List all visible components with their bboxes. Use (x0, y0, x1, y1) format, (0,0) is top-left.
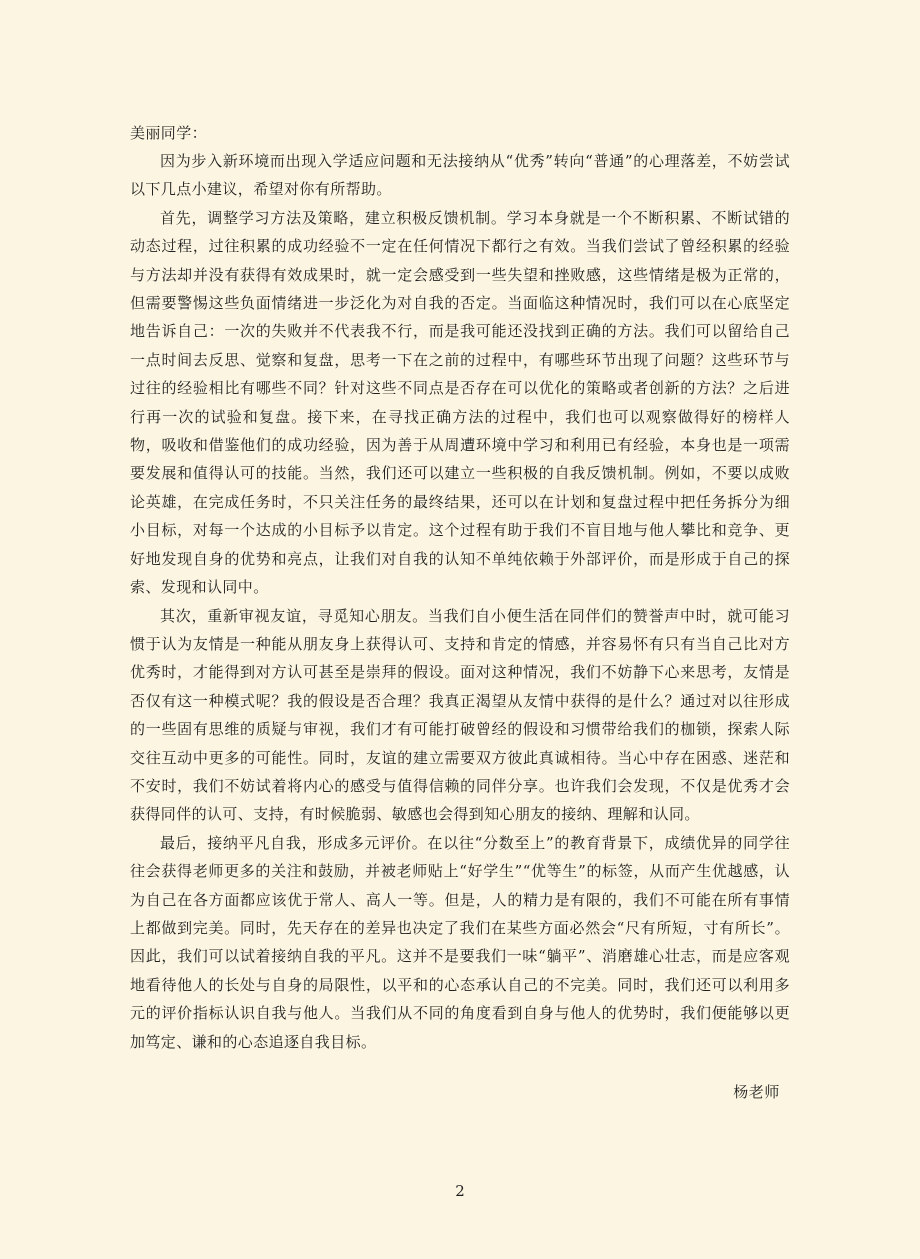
paragraph-intro: 因为步入新环境而出现入学适应问题和无法接纳从“优秀”转向“普通”的心理落差，不妨尝试以下几点小建议，希望对你有所帮助。 (130, 152, 790, 199)
page-number: 2 (455, 1182, 465, 1200)
salutation: 美丽同学： (130, 124, 208, 142)
paragraph-second-advice: 其次，重新审视友谊，寻觅知心朋友。当我们自小便生活在同伴们的赞誉声中时，就可能习惯于认为友情是一种能从朋友身上获得认可、支持和肯定的情感，并容易怀有只有当自己比对方优秀时，才能得到对方认可甚至是崇拜的假设。面对这种情况，我们不妨静下心来思考，友情是否仅有这一种模式呢？我的假设是否合理？我真正渴望从友情中获得的是什么？通过对以往形成的一些固有思维的质疑与审视，我们才有可能打破曾经的假设和习惯带给我们的枷锁，探索人际交往互动中更多的可能性。同时，友谊的建立需要双方彼此真诚相待。当心中存在困惑、迷茫和不安时，我们不妨试着将内心的感受与值得信赖的同伴分享。也许我们会发现，不仅是优秀才会获得同伴的认可、支持，有时候脆弱、敏感也会得到知心朋友的接纳、理解和认同。 (130, 606, 790, 824)
paragraph-first-advice: 首先，调整学习方法及策略，建立积极反馈机制。学习本身就是一个不断积累、不断试错的动态过程，过往积累的成功经验不一定在任何情况下都行之有效。当我们尝试了曾经积累的经验与方法却并没有获得有效成果时，就一定会感受到一些失望和挫败感，这些情绪是极为正常的，但需要警惕这些负面情绪进一步泛化为对自我的否定。当面临这种情况时，我们可以在心底坚定地告诉自己：一次的失败并不代表我不行，而是我可能还没找到正确的方法。我们可以留给自己一点时间去反思、觉察和复盘，思考一下在之前的过程中，有哪些环节出现了问题？这些环节与过往的经验相比有哪些不同？针对这些不同点是否存在可以优化的策略或者创新的方法？之后进行再一次的试验和复盘。接下来，在寻找正确方法的过程中，我们也可以观察做得好的榜样人物，吸收和借鉴他们的成功经验，因为善于从周遭环境中学习和利用已有经验，本身也是一项需要发展和值得认可的技能。当然，我们还可以建立一些积极的自我反馈机制。例如，不要以成败论英雄，在完成任务时，不只关注任务的最终结果，还可以在计划和复盘过程中把任务拆分为细小目标，对每一个达成的小目标予以肯定。这个过程有助于我们不盲目地与他人攀比和竞争、更好地发现自身的优势和亮点，让我们对自我的认知不单纯依赖于外部评价，而是形成于自己的探索、发现和认同中。 (130, 208, 790, 597)
paragraph-third-advice: 最后，接纳平凡自我，形成多元评价。在以往“分数至上”的教育背景下，成绩优异的同学往往会获得老师更多的关注和鼓励，并被老师贴上“好学生”“优等生”的标签，从而产生优越感，认为自己在各方面都应该优于常人、高人一等。但是，人的精力是有限的，我们不可能在所有事情上都做到完美。同时，先天存在的差异也决定了我们在某些方面必然会“尺有所短，寸有所长”。因此，我们可以试着接纳自我的平凡。这并不是要我们一味“躺平”、消磨雄心壮志，而是应客观地看待他人的长处与自身的局限性，以平和的心态承认自己的不完美。同时，我们还可以利用多元的评价指标认识自我与他人。当我们从不同的角度看到自身与他人的优势时，我们便能够以更加笃定、谦和的心态追逐自我目标。 (130, 833, 790, 1051)
signature: 杨老师 (733, 1083, 780, 1101)
letter-body (130, 119, 790, 1056)
